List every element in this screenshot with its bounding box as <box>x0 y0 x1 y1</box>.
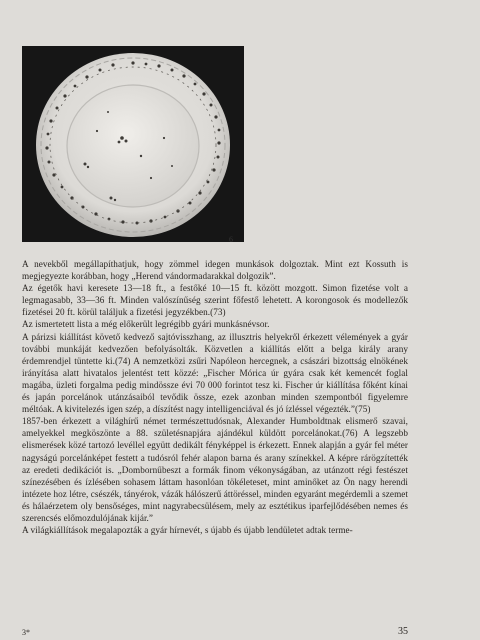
figure-number: 6 <box>229 235 233 244</box>
paragraph: Az ismertetett lista a még előkerült legrégibb gyári munkásnévsor. <box>22 319 270 330</box>
paragraph: A világkiállítások megalapozták a gyár hírnevét, s újabb és újabb lendületet adtak terme- <box>22 525 353 536</box>
body-text <box>22 258 408 536</box>
signature-mark: 3* <box>22 628 30 637</box>
plate-photograph <box>22 46 244 242</box>
paragraph: A nevekből megállapíthatjuk, hogy zömmel idegen munkások dolgoztak. Mint ezt Kossuth is megjegyezte korábban, hogy „Herend vándormadarakkal dolgozik”. <box>22 259 408 282</box>
paragraph: A párizsi kiállítást követő kedvező sajtóvisszhang, az illusztris helyekről érkezett vélemények a gyár további munkáját kedvezően befolyásolták. Közvetlen a kiállítás előtt a belga király arany érdemrendjel tüntette ki.(74) A nemzetközi zsűri Napóleon hercegnek, a császári bizottság elnökének irányítása alatt hivatalos jelentést tett közzé: „Fischer Mórica úr gyára csak két kemencét foglal magába, üzleti forgalma pedig mindössze évi 70 000 forintot tesz ki. Fischer úr kiállítása főként kínai és japán porcelánok utánzásaiból tevődik össze, ezek azonban minden szempontból figyelemre méltóak. A kivitelezés igen szép, a díszítést nagy intelligenciával és jó ízléssel végezték.”(75) <box>22 331 408 415</box>
paragraph: Az égetők havi keresete 13—18 ft., a festőké 10—15 ft. között mozgott. Simon fizetése volt a legmagasabb, 33—36 ft. Minden valószínűség szerint főfestő lehetett. A korongosok és modellezők fizetései 20 ft. körül találjuk a fizetési jegyzékben.(73) <box>22 283 408 318</box>
page-number: 35 <box>398 626 408 637</box>
porcelain-plate-image <box>22 46 244 242</box>
paragraph: 1857-ben érkezett a világhírű német természettudósnak, Alexander Humboldtnak elismerő szavai, amelyekkel megköszönte a 88. születésnapjára ajándékul küldött porcelánokat.(76) A legszebb elismerések közé tartozó levéllel együtt dedikált fényképpel is érkezett. Ennek alapján a gyár fel méter nagyságú porcelánképet festett a tudósról fehér alapon barna és arany színekkel. A képre rárögzítették az eredeti dedikációt is. „Dombornűbeszt a formák finom vékonyságában, az utánzott régi festészet színezésében és ízlésében sohasem láttam hasonlóan tökéleteset, mint aminőket az Ön nagy herendi intézete hoz létre, csészék, tányérok, vázák hálószerű áttöréssel, minden egyaránt megérdemli a szemet és hálaérzetem oly bensőséges, mint nagyrabecsülésem, mely az esztétikus iparfejlődésében nemes és szerencsés előmozdulójának kijár.” <box>22 416 408 523</box>
page-footer <box>22 628 408 640</box>
